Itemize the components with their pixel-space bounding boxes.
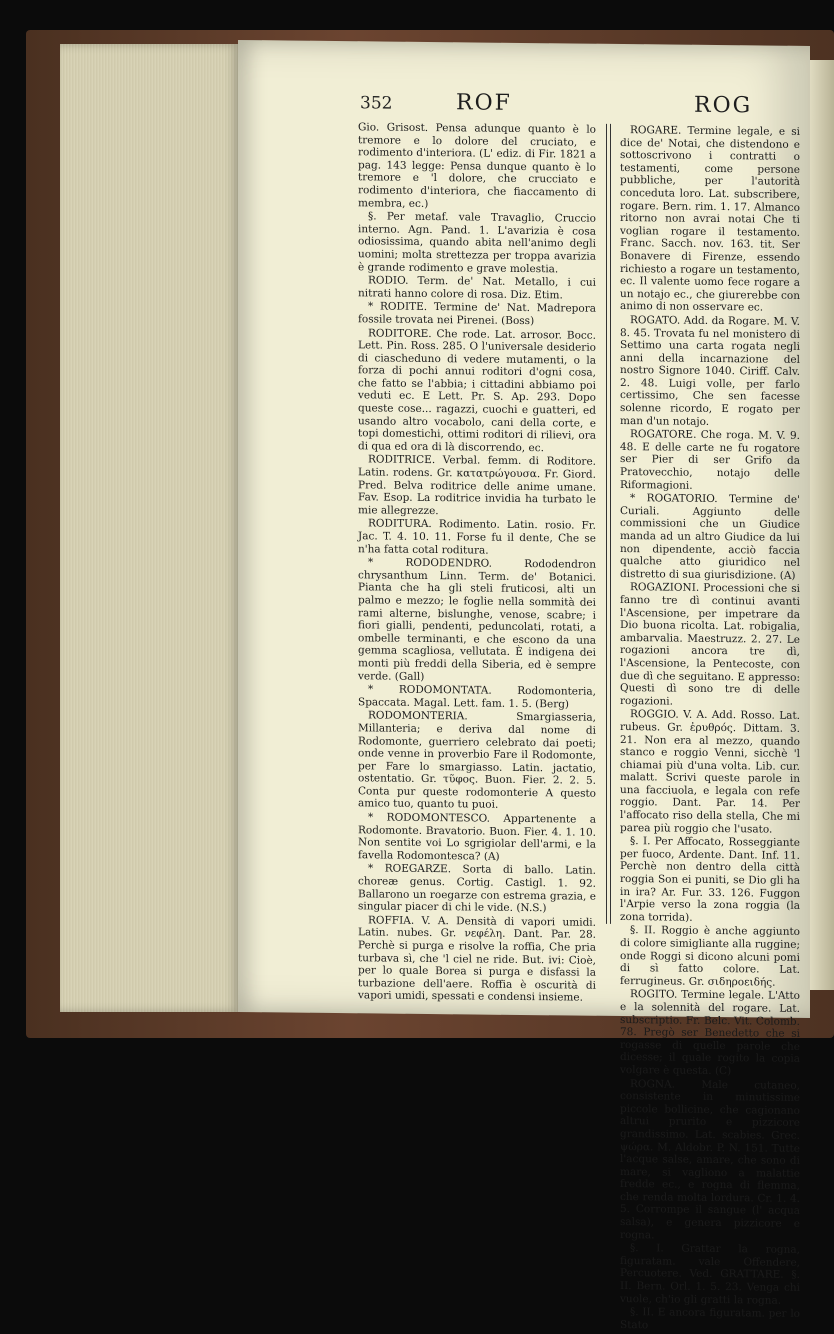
column-rule — [606, 124, 611, 924]
entry-paragraph: RODITORE. Che rode. Lat. arrosor. Bocc. Lett. Pin. Ross. 285. O l'universale desiderio di ciascheduno di vedere mutamenti, o la forza di pochi annui roditori d'ogni cosa, che fatto se l'abbia; i cittadini abbiamo poi veduti ec. E Lett. Pr. S. Ap. 293. Dopo queste cose... ragazzi, cuochi e guatteri, ed usando altro vocabolo, cani della corte, e topi domestichi, ottimi roditori di rilievi, ora di qua ed ora di là discorrendo, ec. — [358, 326, 596, 455]
entry-paragraph: RODITURA. Rodimento. Latin. rosio. Fr. Jac. T. 4. 10. 11. Forse fu il dente, Che se n'ha fatta cotal roditura. — [358, 517, 596, 557]
entry-paragraph: ROFFIA. V. A. Densità di vapori umidi. Latin. nubes. Gr. νεφέλη. Dant. Par. 28. Perchè si purga e risolve la roffia, Che pria turbava sì, che 'l ciel ne ride. But. ivi: Cioè, per lo quale Borea si purga e disfassi la turbazione dell'aere. Roffia è oscurità di vapori umidi, spessati e condensi insieme. — [358, 914, 596, 1004]
entry-paragraph: * RODODENDRO. Rododendron chrysanthum Linn. Term. de' Botanici. Pianta che ha gli steli fruticosi, alti un palmo e mezzo; le foglie nella sommità dei rami alterne, bislunghe, venose, scabre; i fiori gialli, pendenti, peduncolati, rotati, a ombelle terminanti, e che escono da una gemma scagliosa, vellutata. È indigena dei monti più freddi della Siberia, ed è sempre verde. (Gall) — [358, 556, 596, 683]
entry-paragraph: ROGAZIONI. Processioni che si fanno tre dì continui avanti l'Ascensione, per impetrare da Dio buona ricolta. Lat. robigalia, ambarvalia. Maestruzz. 2. 27. Le rogazioni ancora tre dì, l'Ascensione, la Pentecoste, con due dì che seguitano. E appresso: Questi dì sono tre di delle rogazioni. — [620, 581, 800, 708]
entry-paragraph: ROGITO. Termine legale. L'Atto e la solennità del rogare. Lat. subscriptio. Fr. Belc. Vit. Colomb. 78. Pregò ser Benedetto che si rogasse di quelle parole che dicesse; il quale rogito la copia volgare è questa. (C) — [620, 988, 800, 1078]
entry-paragraph: * RODOMONTESCO. Appartenente a Rodomonte. Bravatorio. Buon. Fier. 4. 1. 10. Non sentite voi Lo sgrigiolar dell'armi, e la favella Rodomontesca? (A) — [358, 811, 596, 863]
entry-paragraph: ROGGIO. V. A. Add. Rosso. Lat. rubeus. Gr. ἐρυθρός. Dittam. 3. 21. Non era al mezzo, quando stanco e roggio Venni, sicchè 'l chiamai più d'una volta. Lib. cur. malatt. Scrivi queste parole in una facciuola, e legala con refe roggio. Dant. Par. 14. Per l'affocato riso della stella, Che mi parea più roggio che l'usato. — [620, 708, 800, 836]
entry-paragraph: * ROGATORIO. Termine de' Curiali. Aggiunto delle commissioni che un Giudice manda ad un altro Giudice da lui non dipendente, acciò faccia qualche atto giuridico nel distretto di sua giurisdizione. (A) — [620, 492, 800, 582]
right-running-head: ROG — [694, 92, 753, 119]
entry-paragraph: §. Per metaf. vale Travaglio, Cruccio interno. Agn. Pand. 1. L'avarizia è cosa odiosissima, quando abita nell'animo degli uomini; molta strettezza per troppa avarizia è grande rodimento e grave molestia. — [358, 210, 596, 275]
entry-paragraph: * RODITE. Termine de' Nat. Madrepora fossile trovata nei Pirenei. (Boss) — [358, 300, 596, 328]
entry-paragraph: RODITRICE. Verbal. femm. di Roditore. Latin. rodens. Gr. κατατρώγουσα. Fr. Giord. Pred. Belva roditrice delle anime umane. Fav. Esop. La roditrice invidia ha turbato le mie allegrezze. — [358, 453, 596, 517]
entry-paragraph: ROGNA. Male cutaneo, consistente in minutissime piccole bollicine, che cagionano altrui prurito e pizzicore grandissimo. Lat. scabies. Grec. ψώρα. M. Aldobr. P. N. 151. Tutte l'acque salse, amare, che sono di mare, si vagliono a malattie fredde ec., e rogna di flemma, che renda molta lordura. Cr. 1. 4. 5. Corrompe il sangue (l' acqua salsa), e genera pizzicore e rogna. — [620, 1077, 800, 1242]
dictionary-page — [238, 40, 810, 1332]
entry-paragraph: §. II. E ancora figuratam. per lo Stato — [620, 1306, 800, 1332]
page-number: 352 — [360, 93, 393, 114]
entry-paragraph: * ROEGARZE. Sorta di ballo. Latin. choreæ genus. Cortig. Castigl. 1. 92. Ballarono un roegarze con estrema grazia, e singular piacer di chi le vide. (N.S.) — [358, 862, 596, 915]
entry-paragraph: * RODOMONTATA. Rodomonteria, Spaccata. Magal. Lett. fam. 1. 5. (Berg) — [358, 683, 596, 711]
entry-paragraph: RODIO. Term. de' Nat. Metallo, i cui nitrati hanno colore di rosa. Diz. Etim. — [358, 274, 596, 302]
left-running-head: ROF — [456, 90, 512, 116]
left-column — [358, 121, 596, 1005]
entry-paragraph: §. I. Per Affocato, Rosseggiante per fuoco, Ardente. Dant. Inf. 11. Perchè non dentro della città roggia Son ei puniti, se Dio gli ha in ira? Ar. Fur. 33. 126. Fuggon l'Arpie verso la zona roggia (la zona torrida). — [620, 835, 800, 924]
entry-paragraph: Gio. Grisost. Pensa adunque quanto è lo tremore e lo dolore del cruciato, e rodimento d'interiora. (L' ediz. di Fir. 1821 a pag. 143 legge: Pensa dunque quanto è lo tremore e 'l dolore, che crucciato e rodimento d'interiora, che fiaccamento di membra, ec.) — [358, 121, 596, 210]
entry-paragraph: ROGATO. Add. da Rogare. M. V. 8. 45. Trovata fu nel monistero di Settimo una carta rogata negli anni della incarnazione del nostro Signore 1040. Ciriff. Calv. 2. 48. Luigi volle, per farlo certissimo, Che sen facesse solenne ricordo, E rogato per man d'un notajo. — [620, 314, 800, 428]
entry-paragraph: ROGATORE. Che roga. M. V. 9. 48. E delle carte ne fu rogatore ser Pier di ser Grifo da Pratovecchio, notajo delle Riformagioni. — [620, 428, 800, 492]
page-stack-edge — [60, 44, 240, 1012]
entry-paragraph: ROGARE. Termine legale, e si dice de' Notai, che distendono e sottoscrivono i contratti o testamenti, come persone pubbliche, per l'autorità conceduta loro. Lat. subscribere, rogare. Bern. rim. 1. 17. Almanco ritorno non avrai notai Che ti voglian rogare il testamento. Franc. Sacch. nov. 163. tit. Ser Bonavere di Firenze, essendo richiesto a rogare un testamento, ec. Il valente uomo fece rogare a un notajo ec., che giurerebbe con animo di non osservare ec. — [620, 124, 800, 314]
right-column — [620, 124, 800, 1334]
entry-paragraph: §. II. Roggio è anche aggiunto di colore simigliante alla ruggine; onde Roggi si dicono alcuni pomi di sì fatto colore. Lat. ferrugineus. Gr. σιδηροειδής. — [620, 924, 800, 989]
entry-paragraph: §. I. Grattar la rogna, figuratam. vale Offendere, Percuotere. Ved. GRATTARE. §. II. Bern. Orl. 1. 5. 23. Venga chi vuole, ch'io gli gratti la rogna. — [620, 1242, 800, 1307]
right-page-edge — [806, 60, 834, 990]
entry-paragraph: RODOMONTERIA. Smargiasseria, Millanteria; e deriva dal nome di Rodomonte, guerriero celebrato dai poeti; onde venne in proverbio Fare il Rodomonte, per Fare lo smargiasso. Latin. jactatio, ostentatio. Gr. τῦφος. Buon. Fier. 2. 2. 5. Conta pur queste rodomonterie A questo amico tuo, quanto tu puoi. — [358, 709, 596, 812]
